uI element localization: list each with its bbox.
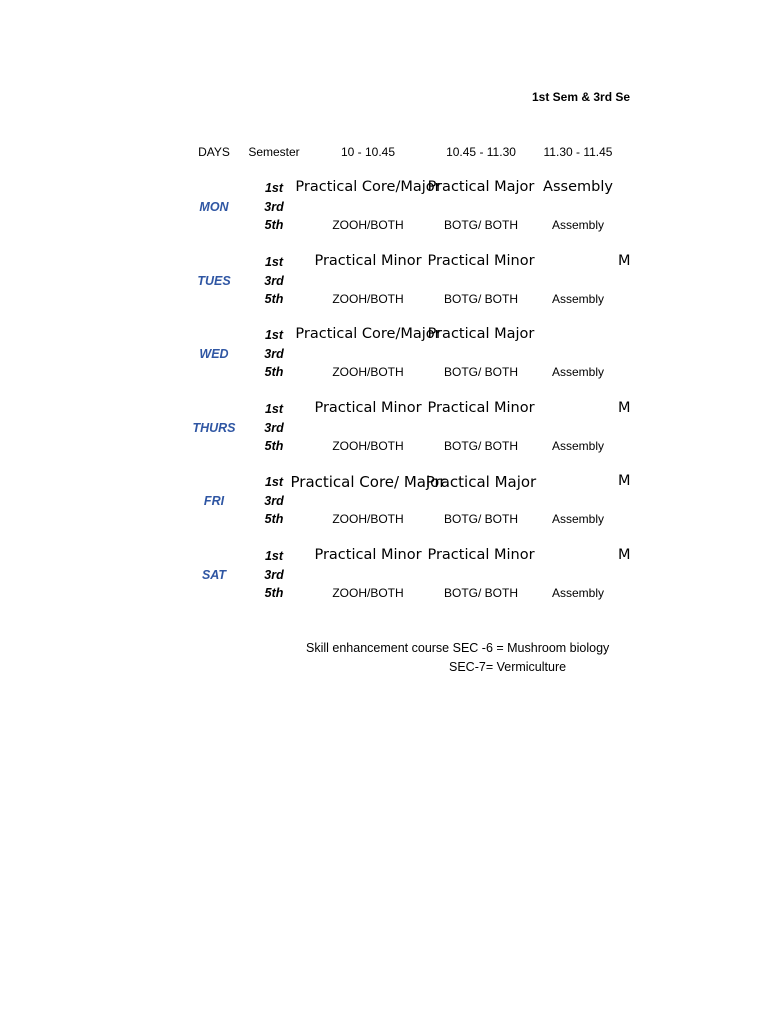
day-label: WED <box>199 347 229 362</box>
semester-label: 1st <box>264 254 284 269</box>
slot-1-subject: Practical Core/Major <box>295 326 441 343</box>
slot-3-room: Assembly <box>551 291 605 306</box>
slot-4-subject: M <box>618 547 631 563</box>
day-label: TUES <box>197 273 231 288</box>
slot-3-room: Assembly <box>551 512 605 527</box>
semester-label: 5th <box>264 586 284 600</box>
slot-2-subject: Practical Minor <box>427 547 535 563</box>
timetable-sheet <box>180 80 631 700</box>
slot-1-subject: Practical Minor <box>314 399 422 416</box>
semester-label: 3rd <box>264 200 284 214</box>
day-label: SAT <box>201 568 227 582</box>
header-slot-2: 10.45 - 11.30 <box>446 145 516 159</box>
slot-1-room: ZOOH/BOTH <box>332 218 404 232</box>
semester-label: 5th <box>264 365 284 380</box>
page-title: 1st Sem & 3rd Se <box>532 90 631 104</box>
slot-1-subject: Practical Minor <box>314 252 422 269</box>
slot-4-subject: M <box>618 399 631 416</box>
semester-label: 1st <box>264 549 284 563</box>
slot-2-subject: Practical Major <box>425 473 537 492</box>
note-sec-6: Skill enhancement course SEC -6 = Mushroom biology <box>306 641 610 655</box>
slot-1-room: ZOOH/BOTH <box>332 291 404 306</box>
slot-1-room: ZOOH/BOTH <box>332 586 404 600</box>
semester-label: 3rd <box>264 494 284 509</box>
slot-1-room: ZOOH/BOTH <box>332 438 404 453</box>
semester-label: 3rd <box>264 347 284 362</box>
slot-2-subject: Practical Minor <box>427 252 535 269</box>
semester-label: 3rd <box>264 273 284 288</box>
slot-4-subject: M <box>618 252 631 269</box>
slot-2-subject: Practical Major <box>427 326 535 343</box>
slot-1-room: ZOOH/BOTH <box>332 512 404 527</box>
semester-label: 5th <box>264 512 284 527</box>
slot-4-subject: M <box>618 473 631 490</box>
semester-label: 5th <box>264 218 284 232</box>
slot-2-room: BOTG/ BOTH <box>443 291 519 306</box>
day-label: FRI <box>203 494 225 509</box>
header-days: DAYS <box>198 145 230 159</box>
slot-3-room: Assembly <box>551 586 605 600</box>
day-label: MON <box>199 200 229 214</box>
semester-label: 1st <box>264 475 284 490</box>
semester-label: 1st <box>264 328 284 343</box>
header-slot-1: 10 - 10.45 <box>340 145 396 159</box>
slot-3-room: Assembly <box>551 438 605 453</box>
slot-2-subject: Practical Minor <box>427 399 535 416</box>
slot-3-subject: Assembly <box>543 179 613 195</box>
semester-label: 1st <box>264 401 284 416</box>
slot-1-subject: Practical Core/ Major <box>290 473 446 492</box>
slot-2-room: BOTG/ BOTH <box>443 438 519 453</box>
note-sec-7: SEC-7= Vermiculture <box>449 660 567 674</box>
slot-2-subject: Practical Major <box>427 179 535 195</box>
slot-2-room: BOTG/ BOTH <box>443 586 519 600</box>
semester-label: 5th <box>264 291 284 306</box>
slot-1-room: ZOOH/BOTH <box>332 365 404 380</box>
semester-label: 5th <box>264 438 284 453</box>
slot-2-room: BOTG/ BOTH <box>443 365 519 380</box>
slot-3-room: Assembly <box>551 365 605 380</box>
slot-1-subject: Practical Minor <box>314 547 422 563</box>
semester-label: 1st <box>264 181 284 195</box>
slot-2-room: BOTG/ BOTH <box>443 218 519 232</box>
header-slot-3: 11.30 - 11.45 <box>543 145 613 159</box>
semester-label: 3rd <box>264 420 284 435</box>
slot-1-subject: Practical Core/Major <box>295 179 441 195</box>
semester-label: 3rd <box>264 568 284 582</box>
slot-2-room: BOTG/ BOTH <box>443 512 519 527</box>
slot-3-room: Assembly <box>551 218 605 232</box>
header-semester: Semester <box>248 145 300 159</box>
day-label: THURS <box>192 420 236 435</box>
